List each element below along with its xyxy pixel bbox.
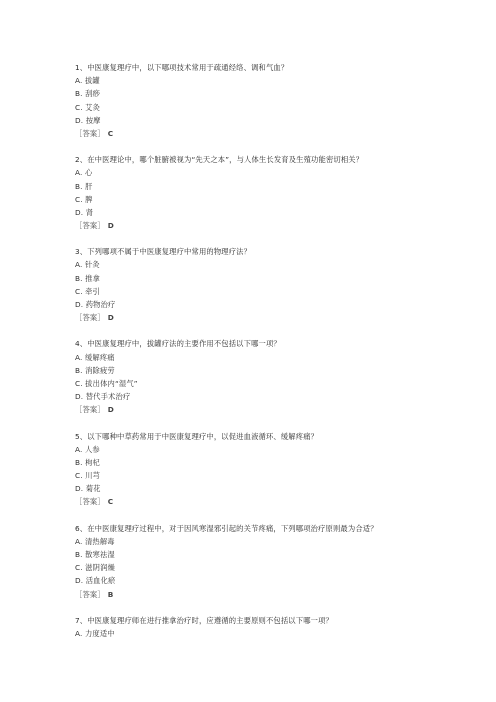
answer-value: D xyxy=(107,221,115,231)
option-b: B. 刮痧 xyxy=(75,89,100,99)
answer-line xyxy=(75,311,435,324)
question-text: 7、中医康复理疗师在进行推拿治疗时，应遵循的主要原则不包括以下哪一项？ xyxy=(75,615,333,625)
answer-label: ［答案］ xyxy=(75,128,105,138)
answer-value: C xyxy=(107,128,114,138)
option-b: B. 推拿 xyxy=(75,273,100,283)
option-c: C. 滋阴润燥 xyxy=(75,563,115,573)
option-c: C. 艾灸 xyxy=(75,102,101,112)
question-list xyxy=(75,61,435,653)
question-5 xyxy=(75,430,435,509)
option-b: B. 消除疲劳 xyxy=(75,365,115,375)
option-a: A. 缓解疼痛 xyxy=(75,352,115,362)
option-d: D. 菊花 xyxy=(75,484,101,494)
option-a: A. 拔罐 xyxy=(75,76,100,86)
answer-label: ［答案］ xyxy=(75,405,105,415)
option-c: C. 川芎 xyxy=(75,471,101,481)
option-c: C. 牵引 xyxy=(75,286,101,296)
question-7 xyxy=(75,614,435,640)
option-b: B. 散寒祛湿 xyxy=(75,550,115,559)
answer-line xyxy=(75,219,435,232)
question-2 xyxy=(75,153,435,232)
answer-line xyxy=(75,588,435,601)
answer-label: ［答案］ xyxy=(75,221,105,231)
option-a: A. 心 xyxy=(75,168,93,178)
option-a: A. 清热解毒 xyxy=(75,536,115,546)
option-d: D. 活血化瘀 xyxy=(75,576,116,586)
answer-label: ［答案］ xyxy=(75,313,105,323)
answer-line xyxy=(75,403,435,416)
option-d: D. 按摩 xyxy=(75,115,101,125)
question-text: 6、在中医康复理疗过程中，对于因风寒湿邪引起的关节疼痛，下列哪项治疗原则最为合适？ xyxy=(75,523,378,533)
answer-label: ［答案］ xyxy=(75,589,105,599)
answer-value: C xyxy=(107,497,114,507)
option-d: D. 药物治疗 xyxy=(75,300,116,309)
question-3 xyxy=(75,245,435,324)
answer-line xyxy=(75,127,435,140)
question-1 xyxy=(75,61,435,140)
answer-value: D xyxy=(107,405,115,415)
question-text: 4、中医康复理疗中，拔罐疗法的主要作用不包括以下哪一项？ xyxy=(75,339,281,349)
option-a: A. 人参 xyxy=(75,444,100,454)
option-d: D. 替代手术治疗 xyxy=(75,392,131,402)
answer-line xyxy=(75,495,435,508)
question-text: 3、下列哪项不属于中医康复理疗中常用的物理疗法？ xyxy=(75,247,252,257)
option-c: C. 脾 xyxy=(75,194,93,204)
question-6 xyxy=(75,522,435,601)
option-b: B. 枸杞 xyxy=(75,457,100,467)
question-text: 5、以下哪种中草药常用于中医康复理疗中，以促进血液循环、缓解疼痛？ xyxy=(75,431,319,441)
option-c: C. 拔出体内“湿气” xyxy=(75,378,138,388)
question-4 xyxy=(75,337,435,416)
question-text: 1、中医康复理疗中，以下哪项技术常用于疏通经络、调和气血？ xyxy=(75,63,289,72)
answer-value: D xyxy=(107,313,115,323)
option-d: D. 肾 xyxy=(75,207,94,217)
option-a: A. 针灸 xyxy=(75,260,100,270)
answer-value: B xyxy=(107,589,114,599)
option-b: B. 肝 xyxy=(75,181,93,191)
option-a: A. 力度适中 xyxy=(75,628,115,638)
answer-label: ［答案］ xyxy=(75,497,105,507)
question-text: 2、在中医理论中，哪个脏腑被视为“先天之本”，与人体生长发育及生殖功能密切相关？ xyxy=(75,155,364,165)
